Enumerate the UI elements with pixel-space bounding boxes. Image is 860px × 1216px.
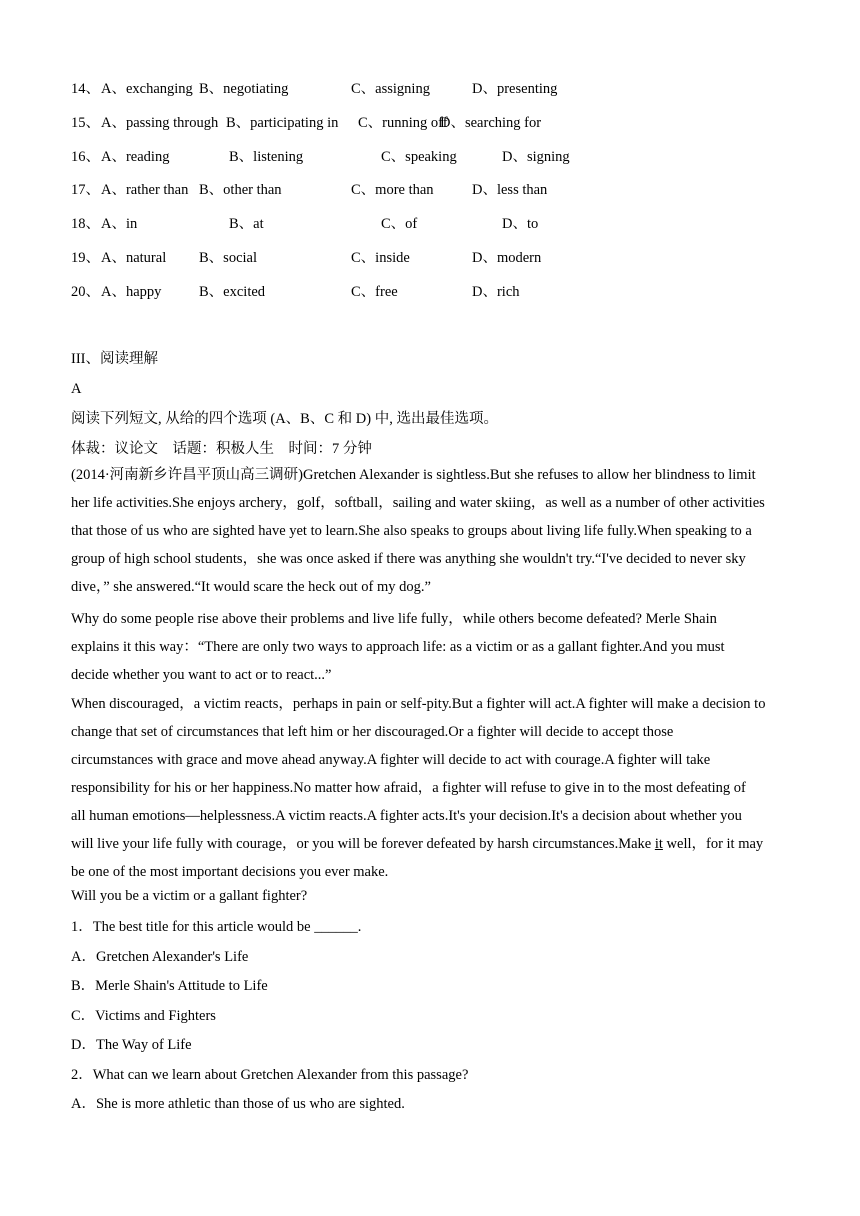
option-a: A、reading <box>101 149 170 165</box>
question-1-option-b: B．Merle Shain's Attitude to Life <box>71 978 268 994</box>
option-d: D、signing <box>502 149 570 165</box>
question-number: 18、 <box>71 216 100 232</box>
paragraph-line: Why do some people rise above their problems and live life fully，while others become defeated? Merle Shain <box>71 611 717 627</box>
paragraph-line: group of high school students，she was once asked if there was anything she wouldn't try.“I've decided to never sky <box>71 551 746 567</box>
option-d: D、to <box>502 216 539 232</box>
option-a: A、natural <box>101 250 167 266</box>
question-1-option-c: C．Victims and Fighters <box>71 1008 216 1024</box>
option-a: A、passing through <box>101 115 219 131</box>
line-text: will live your life fully with courage，or you will be forever defeated by harsh circumstances.Make <box>71 836 655 852</box>
instruction: 阅读下列短文, 从给的四个选项 (A、B、C 和 D) 中, 选出最佳选项。 <box>71 411 498 427</box>
question-1-option-d: D．The Way of Life <box>71 1037 192 1053</box>
paragraph-line: (2014·河南新乡许昌平顶山高三调研)Gretchen Alexander is sightless.But she refuses to allow her blindness to limit <box>71 467 756 483</box>
passage-meta: 体裁：议论文 话题：积极人生 时间：7 分钟 <box>71 441 372 457</box>
question-1-stem: 1．The best title for this article would be ______. <box>71 919 362 935</box>
paragraph-line: all human emotions—helplessness.A victim reacts.A fighter acts.It's your decision.It's a decision about whether you <box>71 808 742 824</box>
option-b: B、participating in <box>226 115 339 131</box>
paragraph-line: decide whether you want to act or to react...” <box>71 667 332 683</box>
passage-paragraph-1 <box>71 461 791 601</box>
option-b: B、listening <box>229 149 304 165</box>
question-number: 19、 <box>71 250 100 266</box>
paragraph-line: dive，” she answered.“It would scare the heck out of my dog.” <box>71 579 431 595</box>
option-d: D、rich <box>472 284 520 300</box>
question-number: 17、 <box>71 182 100 198</box>
paragraph-line: responsibility for his or her happiness.No matter how afraid，a fighter will refuse to give in to the most defeating of <box>71 780 746 796</box>
option-d: D、searching for <box>440 115 542 131</box>
question-2-stem: 2．What can we learn about Gretchen Alexander from this passage? <box>71 1067 469 1083</box>
option-a: A、rather than <box>101 182 189 198</box>
question-number: 16、 <box>71 149 100 165</box>
paragraph-line: When discouraged，a victim reacts，perhaps in pain or self-pity.But a fighter will act.A fighter will make a decision to <box>71 696 766 712</box>
passage-paragraph-3 <box>71 690 791 886</box>
paragraph-line: circumstances with grace and move ahead anyway.A fighter will decide to act with courage.A fighter will take <box>71 752 711 768</box>
part-label: A <box>71 381 82 397</box>
question-2-option-a: A．She is more athletic than those of us who are sighted. <box>71 1096 405 1112</box>
option-c: C、of <box>381 216 418 232</box>
option-a: A、exchanging <box>101 81 193 97</box>
question-number: 20、 <box>71 284 100 300</box>
option-b: B、social <box>199 250 257 266</box>
option-c: C、free <box>351 284 398 300</box>
option-a: A、in <box>101 216 138 232</box>
option-b: B、other than <box>199 182 282 198</box>
paragraph-line: explains it this way：“There are only two ways to approach life: as a victim or as a gallant fighter.And you must <box>71 639 725 655</box>
option-c: C、running off <box>358 115 448 131</box>
closing-question: Will you be a victim or a gallant fighter? <box>71 888 308 904</box>
option-d: D、presenting <box>472 81 558 97</box>
question-number: 14、 <box>71 81 100 97</box>
question-number: 15、 <box>71 115 100 131</box>
option-c: C、inside <box>351 250 410 266</box>
paragraph-line: that those of us who are sighted have yet to learn.She also speaks to groups about living life fully.When speaking to a <box>71 523 752 539</box>
option-c: C、speaking <box>381 149 457 165</box>
line-text: well，for it may <box>662 836 764 852</box>
passage-paragraph-2 <box>71 605 791 689</box>
option-d: D、less than <box>472 182 548 198</box>
paragraph-line: be one of the most important decisions you ever make. <box>71 864 389 880</box>
option-b: B、negotiating <box>199 81 289 97</box>
option-c: C、more than <box>351 182 434 198</box>
underlined-word: it <box>654 836 663 852</box>
option-b: B、excited <box>199 284 266 300</box>
section-title: III、阅读理解 <box>71 351 158 367</box>
paragraph-line: her life activities.She enjoys archery，golf，softball，sailing and water skiing，as well as a number of other activities <box>71 495 765 511</box>
option-b: B、at <box>229 216 264 232</box>
paragraph-line <box>71 830 791 858</box>
option-d: D、modern <box>472 250 542 266</box>
question-1-option-a: A．Gretchen Alexander's Life <box>71 949 249 965</box>
option-c: C、assigning <box>351 81 430 97</box>
option-a: A、happy <box>101 284 162 300</box>
paragraph-line: change that set of circumstances that left him or her discouraged.Or a fighter will decide to accept those <box>71 724 674 740</box>
